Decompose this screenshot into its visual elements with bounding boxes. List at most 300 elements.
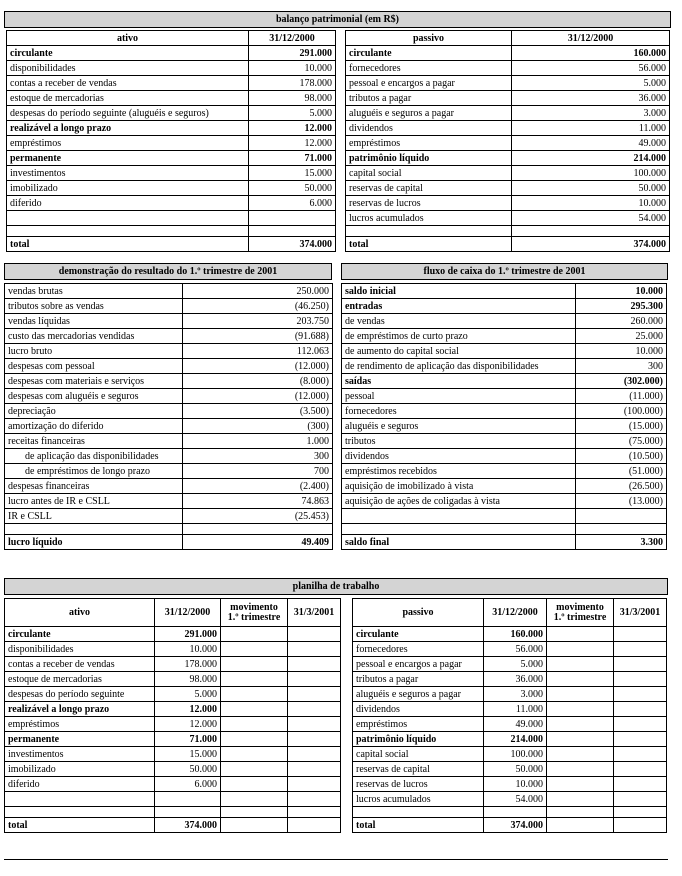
row-value: (15.000) <box>576 419 667 434</box>
row-value: (12.000) <box>183 359 333 374</box>
table-row <box>346 211 670 226</box>
row-value: 160.000 <box>484 627 547 642</box>
row-label: imobilizado <box>5 762 155 777</box>
table-row <box>5 657 341 672</box>
table-row <box>342 374 667 389</box>
table-row <box>5 464 333 479</box>
planilha-date2-header: 31/3/2001 <box>614 599 667 627</box>
row-label: patrimônio líquido <box>346 151 512 166</box>
table-row <box>5 284 333 299</box>
row-label: entradas <box>342 299 576 314</box>
table-row <box>342 299 667 314</box>
row-label: aluguéis e seguros <box>342 419 576 434</box>
row-value: 178.000 <box>155 657 221 672</box>
empty-cell <box>547 732 614 747</box>
row-label: empréstimos <box>7 136 249 151</box>
table-row <box>5 359 333 374</box>
row-label: estoque de mercadorias <box>5 672 155 687</box>
empty-cell <box>221 657 288 672</box>
table-row <box>5 329 333 344</box>
row-label: realizável a longo prazo <box>7 121 249 136</box>
empty-cell <box>614 762 667 777</box>
row-label: lucros acumulados <box>346 211 512 226</box>
row-label <box>5 792 155 807</box>
row-value: 15.000 <box>155 747 221 762</box>
row-label: custo das mercadorias vendidas <box>5 329 183 344</box>
row-value <box>576 509 667 524</box>
table-row <box>7 166 336 181</box>
row-value: (10.500) <box>576 449 667 464</box>
row-value: (91.688) <box>183 329 333 344</box>
fluxo-final-value: 3.300 <box>576 535 667 550</box>
table-row <box>5 314 333 329</box>
row-value: 10.000 <box>576 344 667 359</box>
row-label: reservas de lucros <box>346 196 512 211</box>
table-row <box>342 314 667 329</box>
row-value: 11.000 <box>512 121 670 136</box>
planilha-total-row <box>353 818 667 833</box>
planilha-passivo-body <box>353 627 667 807</box>
row-value: 300 <box>183 449 333 464</box>
row-value: 50.000 <box>512 181 670 196</box>
row-value: (300) <box>183 419 333 434</box>
fluxo-final-row <box>342 535 667 550</box>
empty-cell <box>614 747 667 762</box>
empty-cell <box>614 657 667 672</box>
row-label: empréstimos <box>353 717 484 732</box>
fluxo-final-label: saldo final <box>342 535 576 550</box>
empty-cell <box>614 732 667 747</box>
total-row <box>7 237 336 252</box>
row-label: depreciação <box>5 404 183 419</box>
row-label: pessoal e encargos a pagar <box>346 76 512 91</box>
row-value: (3.500) <box>183 404 333 419</box>
row-value: (302.000) <box>576 374 667 389</box>
dre-body <box>5 284 333 524</box>
row-label: realizável a longo prazo <box>5 702 155 717</box>
table-row <box>353 642 667 657</box>
row-value: 1.000 <box>183 434 333 449</box>
table-row <box>342 344 667 359</box>
dre-final-value: 49.409 <box>183 535 333 550</box>
empty-cell <box>547 777 614 792</box>
balanco-passivo-body <box>346 46 670 226</box>
empty-cell <box>288 777 341 792</box>
row-label: investimentos <box>7 166 249 181</box>
row-value: 3.000 <box>512 106 670 121</box>
table-row <box>5 792 341 807</box>
planilha-passivo-header: passivo <box>353 599 484 627</box>
empty-cell <box>221 747 288 762</box>
empty-cell <box>221 792 288 807</box>
row-value: 49.000 <box>512 136 670 151</box>
dre-final-row <box>5 535 333 550</box>
table-row <box>7 106 336 121</box>
ativo-header: ativo <box>7 31 249 46</box>
table-row <box>346 181 670 196</box>
table-row <box>5 762 341 777</box>
row-label: saídas <box>342 374 576 389</box>
planilha-date1-header: 31/12/2000 <box>484 599 547 627</box>
empty-cell <box>614 717 667 732</box>
row-label: circulante <box>7 46 249 61</box>
table-row <box>5 717 341 732</box>
row-label: capital social <box>353 747 484 762</box>
row-label: despesas do período seguinte <box>5 687 155 702</box>
dre-table <box>4 283 332 550</box>
row-value: 74.863 <box>183 494 333 509</box>
table-row <box>5 702 341 717</box>
row-value: 10.000 <box>484 777 547 792</box>
row-value: 203.750 <box>183 314 333 329</box>
row-label: despesas com materiais e serviços <box>5 374 183 389</box>
table-row <box>353 717 667 732</box>
row-label: de aumento do capital social <box>342 344 576 359</box>
row-value: 5.000 <box>249 106 336 121</box>
row-label <box>7 211 249 226</box>
table-row <box>342 494 667 509</box>
empty-cell <box>288 762 341 777</box>
row-label: tributos sobre as vendas <box>5 299 183 314</box>
row-label: receitas financeiras <box>5 434 183 449</box>
row-value: 54.000 <box>512 211 670 226</box>
table-row <box>7 151 336 166</box>
row-value: (13.000) <box>576 494 667 509</box>
row-value: 56.000 <box>512 61 670 76</box>
row-value: 71.000 <box>249 151 336 166</box>
table-row <box>5 389 333 404</box>
row-value: 15.000 <box>249 166 336 181</box>
row-label: empréstimos recebidos <box>342 464 576 479</box>
row-label: pessoal e encargos a pagar <box>353 657 484 672</box>
table-row <box>7 61 336 76</box>
empty-cell <box>221 672 288 687</box>
table-row <box>5 642 341 657</box>
empty-cell <box>547 657 614 672</box>
table-row <box>5 374 333 389</box>
balanco-title: balanço patrimonial (em R$) <box>4 11 671 28</box>
row-value: (25.453) <box>183 509 333 524</box>
table-row <box>346 91 670 106</box>
empty-cell <box>547 762 614 777</box>
table-row <box>5 687 341 702</box>
table-row <box>346 136 670 151</box>
empty-cell <box>547 747 614 762</box>
row-label: vendas brutas <box>5 284 183 299</box>
row-label: tributos a pagar <box>353 672 484 687</box>
row-value: 98.000 <box>155 672 221 687</box>
table-row <box>342 509 667 524</box>
empty-cell <box>288 717 341 732</box>
row-value: 178.000 <box>249 76 336 91</box>
row-value: (100.000) <box>576 404 667 419</box>
row-value: (46.250) <box>183 299 333 314</box>
row-label: aquisição de imobilizado à vista <box>342 479 576 494</box>
table-row <box>346 61 670 76</box>
fluxo-body <box>342 284 667 524</box>
empty-cell <box>288 732 341 747</box>
row-label: despesas do período seguinte (aluguéis e seguros) <box>7 106 249 121</box>
row-value: 56.000 <box>484 642 547 657</box>
balanco-ativo-body <box>7 46 336 226</box>
row-value: 295.300 <box>576 299 667 314</box>
table-row <box>7 211 336 226</box>
table-row <box>353 792 667 807</box>
row-label: aluguéis e seguros a pagar <box>353 687 484 702</box>
row-value: 3.000 <box>484 687 547 702</box>
row-label: aluguéis e seguros a pagar <box>346 106 512 121</box>
row-value: 5.000 <box>484 657 547 672</box>
row-label: capital social <box>346 166 512 181</box>
row-value: 214.000 <box>512 151 670 166</box>
row-label: lucro antes de IR e CSLL <box>5 494 183 509</box>
fluxo-table <box>341 283 666 550</box>
table-row <box>353 687 667 702</box>
row-value: 12.000 <box>249 121 336 136</box>
planilha-mov-header: movimento 1.º trimestre <box>221 599 288 627</box>
table-row <box>5 434 333 449</box>
row-value: 100.000 <box>512 166 670 181</box>
empty-cell <box>547 642 614 657</box>
row-value <box>155 792 221 807</box>
table-row <box>7 196 336 211</box>
row-label: de empréstimos de longo prazo <box>5 464 183 479</box>
total-value: 374.000 <box>155 818 221 833</box>
row-label: empréstimos <box>5 717 155 732</box>
row-label: circulante <box>353 627 484 642</box>
row-value: 10.000 <box>249 61 336 76</box>
row-label: imobilizado <box>7 181 249 196</box>
row-value: 260.000 <box>576 314 667 329</box>
table-row <box>353 702 667 717</box>
row-value: 291.000 <box>249 46 336 61</box>
empty-cell <box>288 642 341 657</box>
table-row <box>5 404 333 419</box>
balanco-passivo-table <box>345 30 669 252</box>
table-row <box>353 627 667 642</box>
planilha-total-row <box>5 818 341 833</box>
row-label: de vendas <box>342 314 576 329</box>
table-row <box>346 106 670 121</box>
row-value: (75.000) <box>576 434 667 449</box>
row-value: 12.000 <box>249 136 336 151</box>
table-row <box>5 672 341 687</box>
table-row <box>353 747 667 762</box>
table-row <box>342 434 667 449</box>
table-row <box>353 657 667 672</box>
table-row <box>5 344 333 359</box>
table-row <box>353 672 667 687</box>
total-value: 374.000 <box>512 237 670 252</box>
row-value: 11.000 <box>484 702 547 717</box>
row-label: fornecedores <box>353 642 484 657</box>
table-row <box>346 151 670 166</box>
table-row <box>5 732 341 747</box>
row-value: 50.000 <box>484 762 547 777</box>
row-value: 700 <box>183 464 333 479</box>
table-row <box>342 464 667 479</box>
passivo-header: passivo <box>346 31 512 46</box>
total-value: 374.000 <box>484 818 547 833</box>
row-label: despesas com aluguéis e seguros <box>5 389 183 404</box>
row-value: 5.000 <box>155 687 221 702</box>
row-value: (26.500) <box>576 479 667 494</box>
empty-cell <box>221 717 288 732</box>
row-label: IR e CSLL <box>5 509 183 524</box>
row-label: circulante <box>346 46 512 61</box>
table-row <box>5 627 341 642</box>
row-value: 10.000 <box>155 642 221 657</box>
row-label: estoque de mercadorias <box>7 91 249 106</box>
row-value: (12.000) <box>183 389 333 404</box>
table-row <box>5 419 333 434</box>
planilha-ativo-body <box>5 627 341 807</box>
total-row <box>346 237 670 252</box>
table-row <box>5 479 333 494</box>
row-label: reservas de lucros <box>353 777 484 792</box>
row-label: reservas de capital <box>353 762 484 777</box>
table-row <box>346 76 670 91</box>
total-value: 374.000 <box>249 237 336 252</box>
row-label: circulante <box>5 627 155 642</box>
planilha-date2-header: 31/3/2001 <box>288 599 341 627</box>
row-value: 12.000 <box>155 717 221 732</box>
table-row <box>7 136 336 151</box>
row-label: permanente <box>5 732 155 747</box>
table-row <box>342 359 667 374</box>
empty-cell <box>288 627 341 642</box>
table-row <box>7 76 336 91</box>
table-row <box>342 389 667 404</box>
row-label: empréstimos <box>346 136 512 151</box>
row-value: 100.000 <box>484 747 547 762</box>
row-label: de aplicação das disponibilidades <box>5 449 183 464</box>
row-label: dividendos <box>342 449 576 464</box>
table-row <box>342 329 667 344</box>
row-value: 71.000 <box>155 732 221 747</box>
total-label: total <box>353 818 484 833</box>
table-row <box>353 762 667 777</box>
row-label: lucros acumulados <box>353 792 484 807</box>
row-label: tributos <box>342 434 576 449</box>
row-label: vendas líquidas <box>5 314 183 329</box>
row-label: contas a receber de vendas <box>7 76 249 91</box>
empty-cell <box>221 687 288 702</box>
total-label: total <box>346 237 512 252</box>
date-header: 31/12/2000 <box>512 31 670 46</box>
table-row <box>342 479 667 494</box>
row-value: 250.000 <box>183 284 333 299</box>
empty-cell <box>288 657 341 672</box>
total-label: total <box>5 818 155 833</box>
empty-cell <box>221 777 288 792</box>
table-row <box>346 196 670 211</box>
dre-final-label: lucro líquido <box>5 535 183 550</box>
row-label: de rendimento de aplicação das disponibilidades <box>342 359 576 374</box>
planilha-date1-header: 31/12/2000 <box>155 599 221 627</box>
planilha-title: planilha de trabalho <box>4 578 668 595</box>
table-row <box>7 121 336 136</box>
empty-cell <box>288 747 341 762</box>
table-row <box>342 449 667 464</box>
table-row <box>7 46 336 61</box>
row-value: 291.000 <box>155 627 221 642</box>
balanco-ativo-table <box>6 30 335 252</box>
row-value: 50.000 <box>249 181 336 196</box>
row-label: diferido <box>5 777 155 792</box>
row-label: tributos a pagar <box>346 91 512 106</box>
empty-cell <box>288 702 341 717</box>
table-row <box>346 46 670 61</box>
table-row <box>7 181 336 196</box>
row-label: fornecedores <box>342 404 576 419</box>
row-value: (2.400) <box>183 479 333 494</box>
table-row <box>7 91 336 106</box>
table-row <box>5 494 333 509</box>
empty-cell <box>221 627 288 642</box>
row-label: lucro bruto <box>5 344 183 359</box>
empty-cell <box>221 732 288 747</box>
row-value: 300 <box>576 359 667 374</box>
row-value: 214.000 <box>484 732 547 747</box>
row-value: 112.063 <box>183 344 333 359</box>
table-row <box>5 449 333 464</box>
empty-cell <box>288 672 341 687</box>
table-row <box>342 419 667 434</box>
row-label: diferido <box>7 196 249 211</box>
total-label: total <box>7 237 249 252</box>
row-label: dividendos <box>353 702 484 717</box>
empty-cell <box>614 627 667 642</box>
row-label: permanente <box>7 151 249 166</box>
row-value: 12.000 <box>155 702 221 717</box>
fluxo-title: fluxo de caixa do 1.º trimestre de 2001 <box>341 263 668 280</box>
empty-cell <box>221 762 288 777</box>
table-row <box>5 299 333 314</box>
empty-cell <box>288 792 341 807</box>
table-row <box>346 121 670 136</box>
row-label: de empréstimos de curto prazo <box>342 329 576 344</box>
row-label: amortização do diferido <box>5 419 183 434</box>
row-value: 54.000 <box>484 792 547 807</box>
empty-cell <box>614 672 667 687</box>
table-row <box>342 404 667 419</box>
row-label: dividendos <box>346 121 512 136</box>
row-label: contas a receber de vendas <box>5 657 155 672</box>
planilha-ativo-header: ativo <box>5 599 155 627</box>
row-label: saldo inicial <box>342 284 576 299</box>
row-label: patrimônio líquido <box>353 732 484 747</box>
row-value: 10.000 <box>576 284 667 299</box>
row-value: 6.000 <box>155 777 221 792</box>
row-value: 10.000 <box>512 196 670 211</box>
table-row <box>346 166 670 181</box>
table-row <box>353 732 667 747</box>
row-label <box>342 509 576 524</box>
row-value: 6.000 <box>249 196 336 211</box>
table-row <box>342 284 667 299</box>
row-label: disponibilidades <box>7 61 249 76</box>
row-value: 25.000 <box>576 329 667 344</box>
row-label: despesas com pessoal <box>5 359 183 374</box>
empty-cell <box>288 687 341 702</box>
empty-cell <box>614 642 667 657</box>
empty-cell <box>221 702 288 717</box>
row-value: 50.000 <box>155 762 221 777</box>
empty-cell <box>547 672 614 687</box>
empty-cell <box>547 792 614 807</box>
row-value: (51.000) <box>576 464 667 479</box>
